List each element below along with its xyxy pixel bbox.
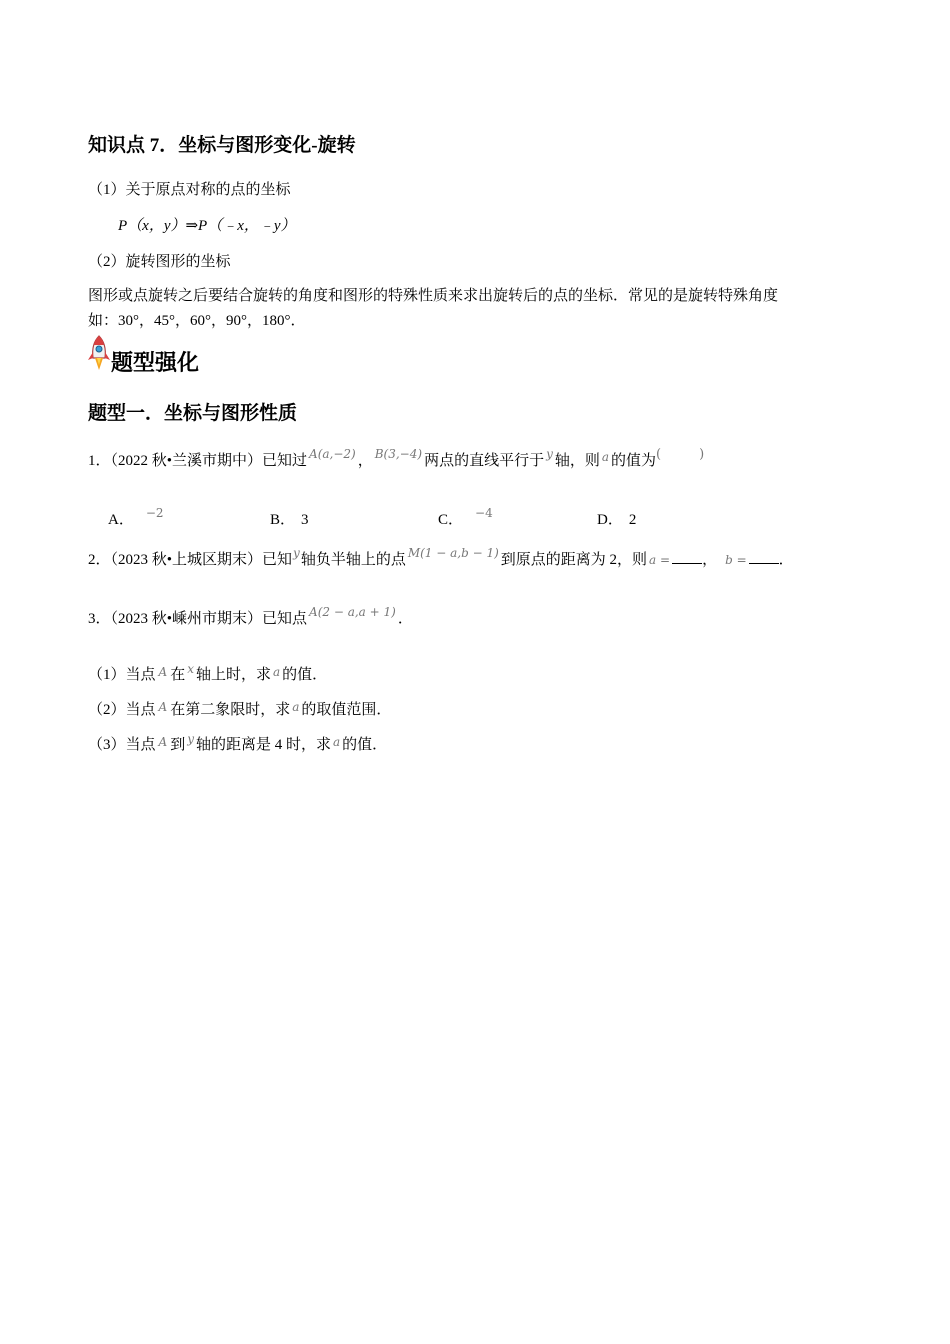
option-value: 2 [628,512,637,528]
point-label: A [158,735,168,749]
option-a[interactable] [108,506,164,531]
option-value: −2 [145,506,164,520]
answer-blank-b[interactable] [749,549,779,564]
question-text: 轴负半轴上的点 [300,552,406,568]
question-number: 3． [88,611,111,627]
knowledge-point-title: 知识点 7．坐标与图形变化-旋转 [88,135,356,156]
option-value: 3 [301,512,309,528]
option-c[interactable] [438,506,493,531]
option-d[interactable] [597,510,636,531]
question-source: （2022 秋•兰溪市期中）已知过 [110,453,308,469]
option-value: −4 [475,506,493,520]
axis-symbol: y [187,732,194,746]
part-text: 的取值范围． [301,702,392,718]
question-source: （2023 秋•上城区期末）已知 [110,552,293,568]
rocket-icon [86,334,112,372]
question-text: 到原点的距离为 2，则 [500,552,648,568]
section-title: 题型强化 [111,350,200,375]
question-text: 的值为 [611,453,657,469]
part-text: （3）当点 [88,737,156,753]
point-label: A [158,700,168,714]
answer-blank-a[interactable] [672,549,702,564]
point-a: A(a,−2) [309,447,356,461]
variable-a: a [292,700,300,714]
part-text: 轴的距离是 4 时，求 [195,737,331,753]
variable-a: a [601,450,610,464]
question-text: 轴，则 [554,453,600,469]
answer-paren-open: ( [656,447,662,462]
question-3 [88,605,413,630]
variable-a: a [273,665,281,679]
part-text: 的值． [342,737,388,753]
subheading-rotation-coordinates: （2）旋转图形的坐标 [88,254,231,270]
period: ． [778,552,794,568]
part-text: 的值． [282,667,328,683]
variable-a: a [333,735,341,749]
question-number: 1． [88,453,111,469]
question-source: （2023 秋•嵊州市期末）已知点 [110,611,308,627]
part-text: 轴上时，求 [195,667,271,683]
option-label: B． [270,512,296,528]
paragraph-line-2: 如：30°，45°，60°，90°，180°． [88,313,306,329]
option-label: A． [108,512,134,528]
subheading-origin-symmetry: （1）关于原点对称的点的坐标 [88,182,291,198]
point-m: M(1 − a,b − 1) [407,546,499,560]
part-text: （2）当点 [88,702,156,718]
part-text: 在第二象限时，求 [170,702,291,718]
part-text: 在 [170,667,186,683]
comma: ， [702,552,718,568]
part-text: （1）当点 [88,667,156,683]
part-text: 到 [170,737,186,753]
point-b: B(3,−4) [374,447,423,461]
question-type-title: 题型一．坐标与图形性质 [88,403,298,424]
axis-symbol: y [546,447,553,461]
comma: ， [357,453,373,469]
question-text: 两点的直线平行于 [424,453,545,469]
point-label: A [158,665,168,679]
point-a: A(2 − a,a + 1) [309,605,396,619]
option-label: D． [597,512,623,528]
option-b[interactable] [270,510,309,531]
period: ． [397,611,413,627]
answer-paren-close: ) [699,447,705,462]
axis-symbol: y [293,546,300,560]
question-2 [88,546,794,571]
question-1 [88,447,705,472]
option-label: C． [438,512,464,528]
axis-symbol: x [187,662,194,676]
paragraph-line-1: 图形或点旋转之后要结合旋转的角度和图形的特殊性质来求出旋转后的点的坐标．常见的是旋转特殊角度 [88,288,779,304]
question-number: 2． [88,552,111,568]
question-3-part-1 [88,662,328,686]
question-3-part-3 [88,732,388,756]
a-equals: a = [649,553,671,567]
symmetry-formula: P（x，y）⇒P（﹣x，﹣y） [118,218,296,234]
question-3-part-2 [88,700,391,721]
b-equals: b = [725,553,747,567]
